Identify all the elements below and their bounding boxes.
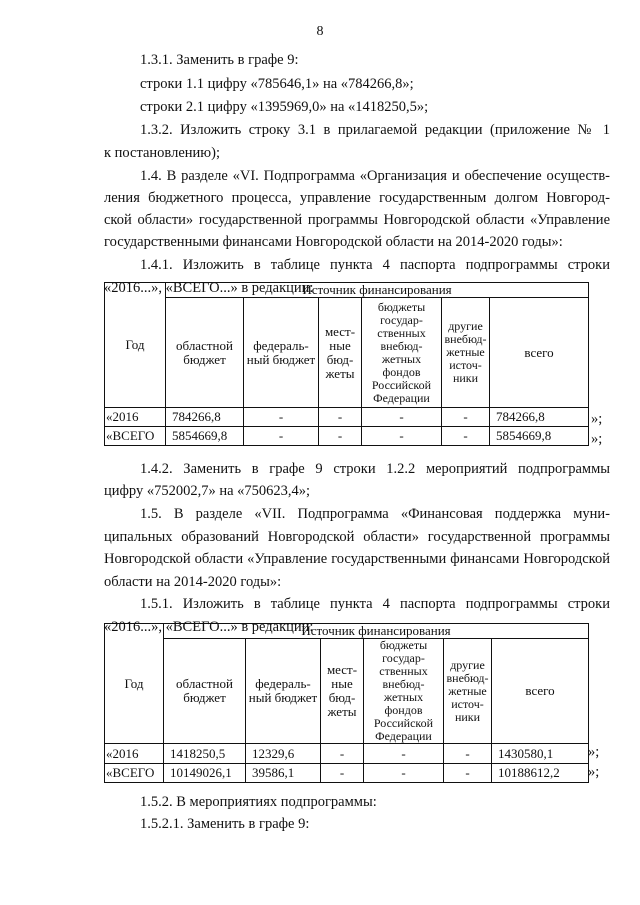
paragraph-1-5-cont-3: области на 2014-2020 годы»: xyxy=(104,574,282,590)
cell-year: «ВСЕГО xyxy=(105,427,166,446)
cell-offbudget: - xyxy=(362,427,442,446)
cell-offbudget: - xyxy=(364,764,444,783)
cell-federal: - xyxy=(244,408,319,427)
table-row xyxy=(105,744,589,764)
header-regional: областной бюджет xyxy=(166,298,244,408)
cell-regional: 5854669,8 xyxy=(166,427,244,446)
paragraph-1-5-2-1: 1.5.2.1. Заменить в графе 9: xyxy=(140,816,310,832)
paragraph-1-4-1-cont: «2016...», «ВСЕГО...» в редакции: xyxy=(104,280,314,296)
paragraph-1-4-cont-3: государственными финансами Новгородской области на 2014-2020 годы»: xyxy=(104,234,563,250)
header-source: Источник финансирования xyxy=(164,624,589,639)
row-tail: »; xyxy=(591,411,603,427)
paragraph-line-2-1: строки 2.1 цифру «1395969,0» на «1418250,5»; xyxy=(140,99,429,115)
header-federal: федераль-ный бюджет xyxy=(244,298,319,408)
cell-local: - xyxy=(321,764,364,783)
cell-federal: - xyxy=(244,427,319,446)
paragraph-1-3-2-cont: к постановлению); xyxy=(104,145,220,161)
row-tail: »; xyxy=(591,431,603,447)
header-regional: областной бюджет xyxy=(164,639,246,744)
paragraph-1-5: 1.5. В разделе «VII. Подпрограмма «Финансовая поддержка муни- xyxy=(140,506,610,522)
cell-total: 1430580,1 xyxy=(492,744,589,764)
header-year: Год xyxy=(105,283,166,408)
cell-total: 5854669,8 xyxy=(490,427,589,446)
paragraph-1-5-1-cont: «2016...», «ВСЕГО...» в редакции: xyxy=(104,619,314,635)
financing-table-2 xyxy=(104,623,589,783)
cell-local: - xyxy=(319,427,362,446)
cell-offbudget: - xyxy=(364,744,444,764)
cell-total: 10188612,2 xyxy=(492,764,589,783)
cell-federal: 39586,1 xyxy=(246,764,321,783)
paragraph-1-4-2-cont: цифру «752002,7» на «750623,4»; xyxy=(104,483,311,499)
cell-other: - xyxy=(444,764,492,783)
cell-federal: 12329,6 xyxy=(246,744,321,764)
cell-regional: 1418250,5 xyxy=(164,744,246,764)
cell-year: «ВСЕГО xyxy=(105,764,164,783)
header-local: мест-ные бюд-жеты xyxy=(319,298,362,408)
cell-offbudget: - xyxy=(362,408,442,427)
paragraph-1-5-cont-2: Новгородской области «Управление государственными финансами Новгородской xyxy=(104,551,610,567)
table-row xyxy=(105,764,589,783)
cell-year: «2016 xyxy=(105,408,166,427)
cell-other: - xyxy=(442,427,490,446)
paragraph-1-4-cont-2: ской области» государственной программы Новгородской области «Управление xyxy=(104,212,610,228)
paragraph-1-5-1: 1.5.1. Изложить в таблице пункта 4 паспорта подпрограммы строки xyxy=(140,596,610,612)
header-federal: федераль-ный бюджет xyxy=(246,639,321,744)
paragraph-1-3-1: 1.3.1. Заменить в графе 9: xyxy=(140,52,299,68)
paragraph-1-4-1: 1.4.1. Изложить в таблице пункта 4 паспорта подпрограммы строки xyxy=(140,257,610,273)
paragraph-1-5-cont-1: ципальных образований Новгородской области» государственной программы xyxy=(104,529,610,545)
header-other: другие внебюд-жетные источ-ники xyxy=(444,639,492,744)
cell-other: - xyxy=(444,744,492,764)
header-local: мест-ные бюд-жеты xyxy=(321,639,364,744)
header-total: всего xyxy=(492,639,589,744)
cell-local: - xyxy=(319,408,362,427)
row-tail: »; xyxy=(588,744,600,760)
cell-local: - xyxy=(321,744,364,764)
header-other: другие внебюд-жетные источ-ники xyxy=(442,298,490,408)
cell-regional: 10149026,1 xyxy=(164,764,246,783)
header-offbudget: бюджеты государ-ственных внебюд-жетных фондов Российской Федерации xyxy=(364,639,444,744)
cell-other: - xyxy=(442,408,490,427)
header-total: всего xyxy=(490,298,589,408)
table-row xyxy=(105,427,589,446)
header-year: Год xyxy=(105,624,164,744)
header-source: Источник финансирования xyxy=(166,283,589,298)
cell-regional: 784266,8 xyxy=(166,408,244,427)
cell-year: «2016 xyxy=(105,744,164,764)
paragraph-line-1-1: строки 1.1 цифру «785646,1» на «784266,8»; xyxy=(140,76,414,92)
page-number: 8 xyxy=(316,24,324,39)
paragraph-1-4-2: 1.4.2. Заменить в графе 9 строки 1.2.2 мероприятий подпрограммы xyxy=(140,461,610,477)
financing-table-1 xyxy=(104,282,589,446)
row-tail: »; xyxy=(588,764,600,780)
paragraph-1-5-2: 1.5.2. В мероприятиях подпрограммы: xyxy=(140,794,377,810)
header-offbudget: бюджеты государ-ственных внебюд-жетных фондов Российской Федерации xyxy=(362,298,442,408)
table-row xyxy=(105,408,589,427)
cell-total: 784266,8 xyxy=(490,408,589,427)
paragraph-1-4-cont-1: ления бюджетного процесса, управление государственным долгом Новгород- xyxy=(104,190,610,206)
paragraph-1-3-2: 1.3.2. Изложить строку 3.1 в прилагаемой редакции (приложение № 1 xyxy=(140,122,610,138)
paragraph-1-4: 1.4. В разделе «VI. Подпрограмма «Организация и обеспечение осуществ- xyxy=(140,168,610,184)
